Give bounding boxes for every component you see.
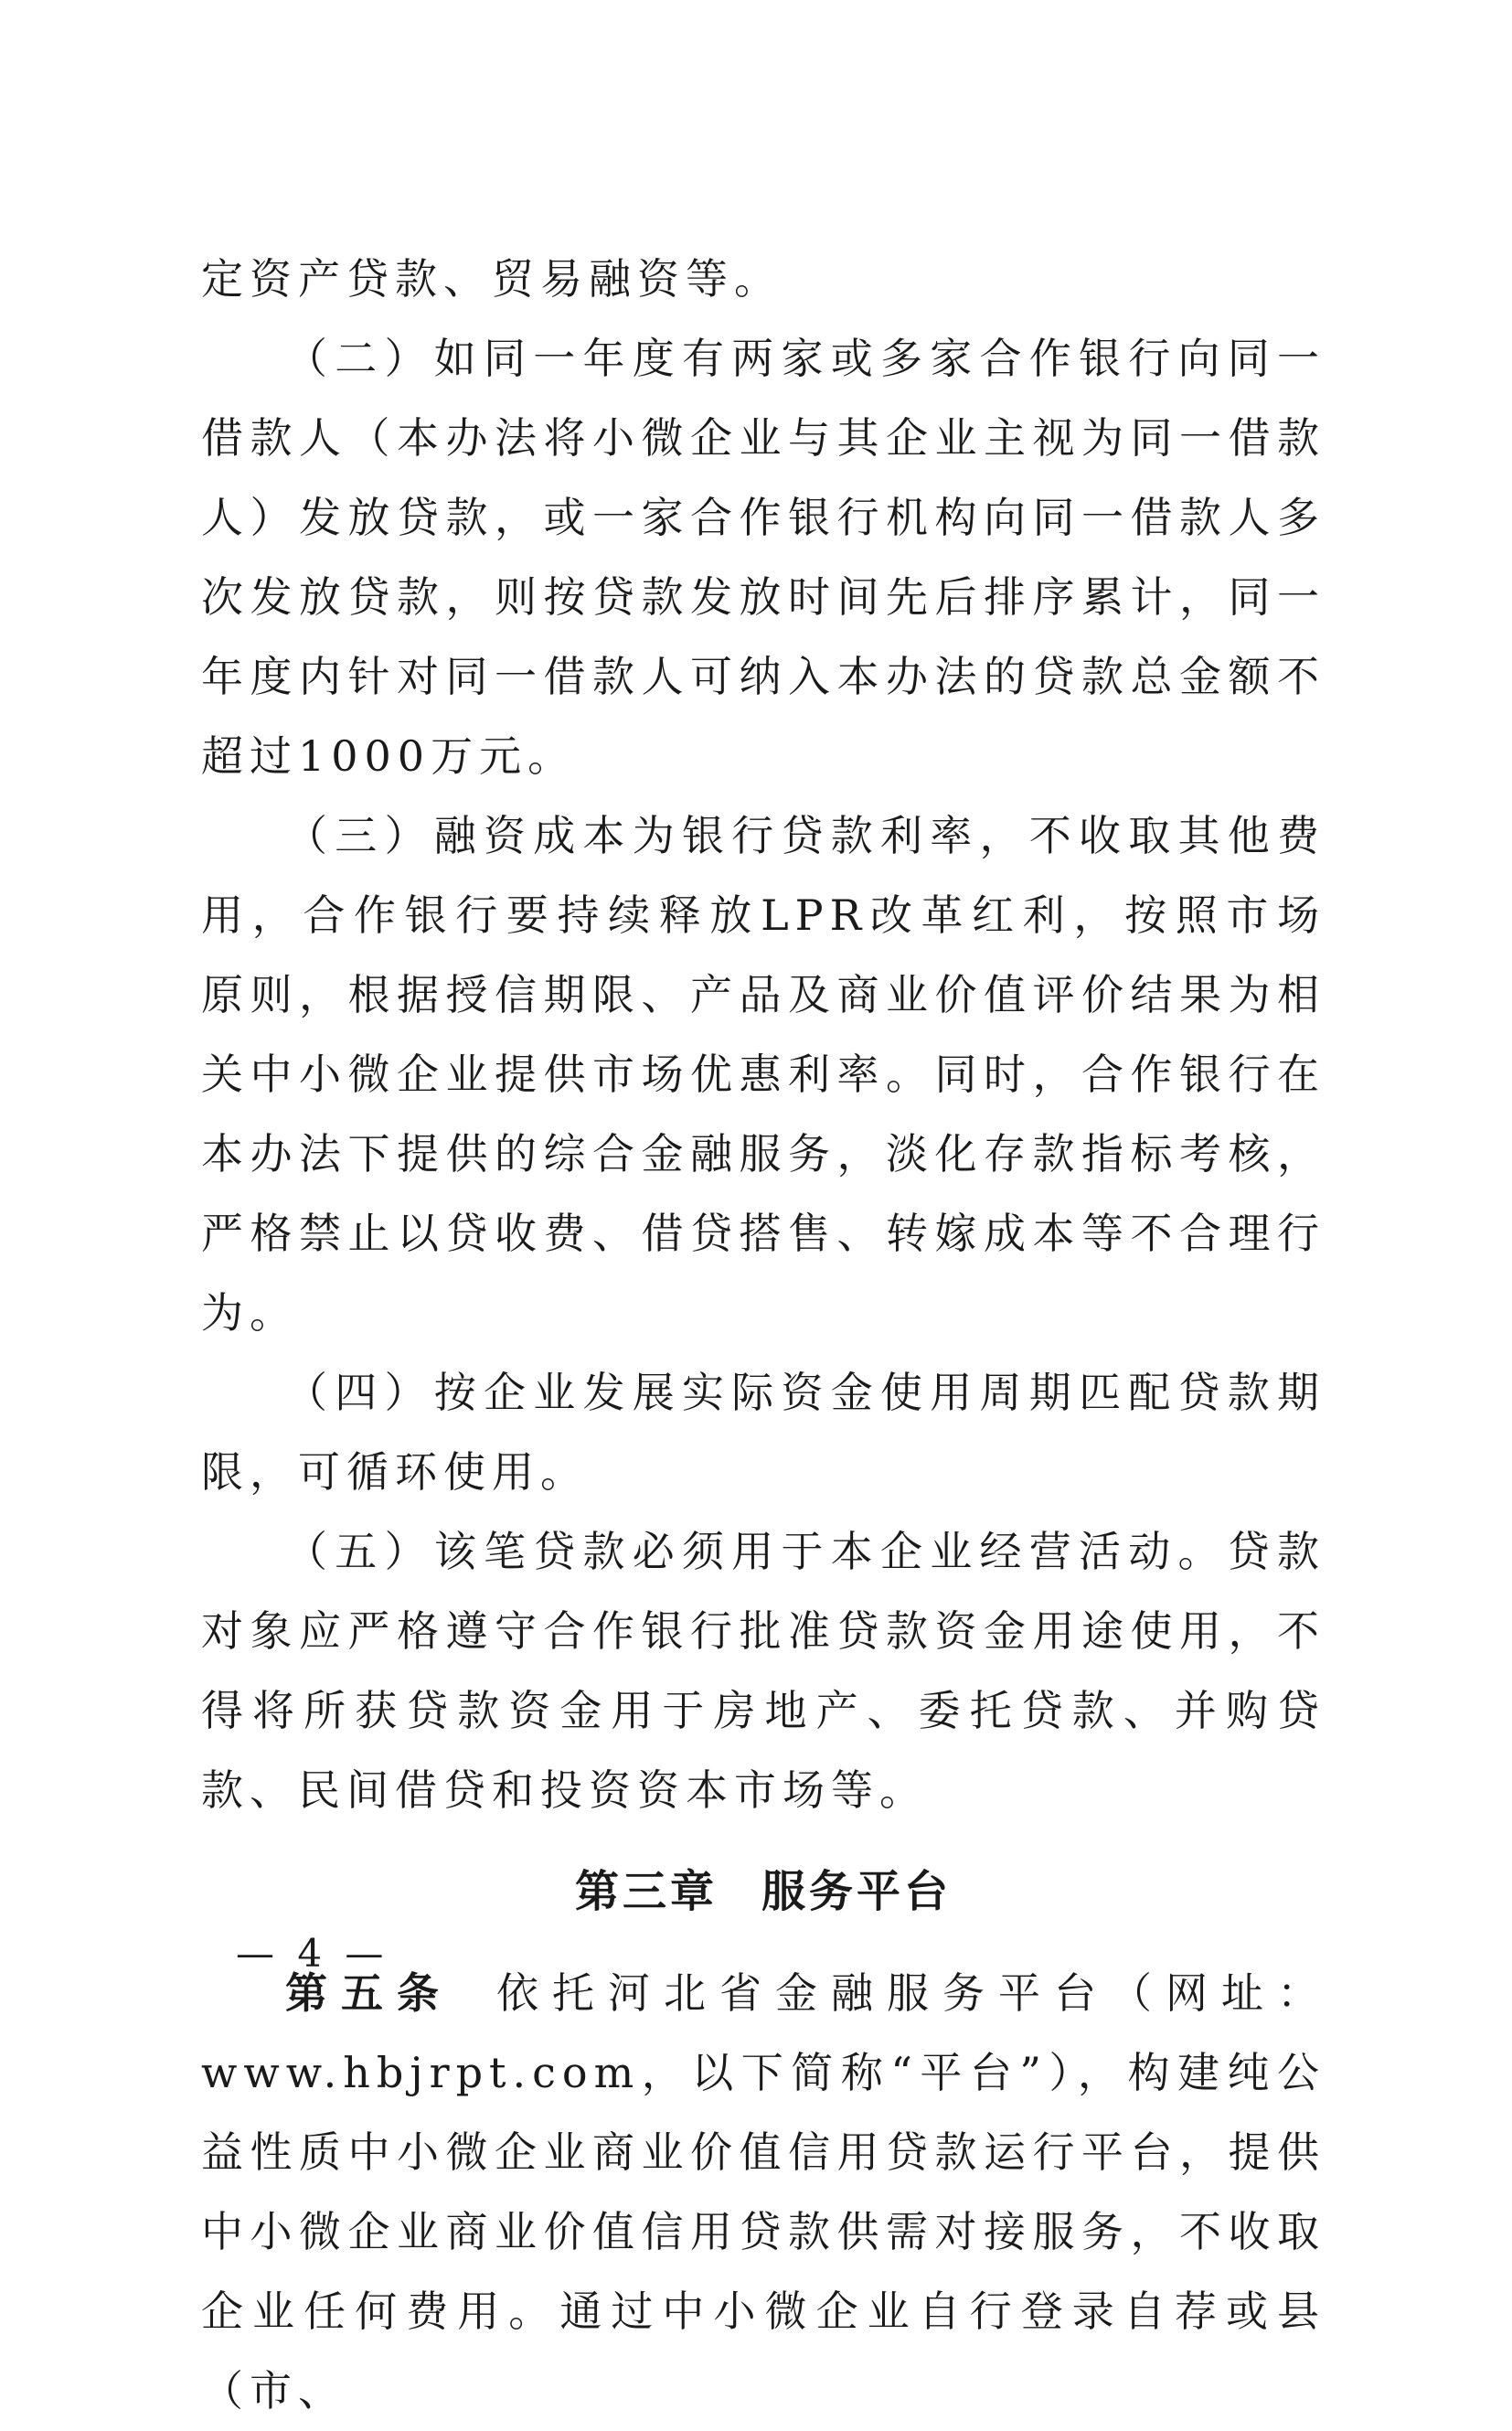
article-label: 第五条 xyxy=(285,1968,453,2018)
chapter-number: 第三章 xyxy=(574,1866,718,1917)
article-text: 依托河北省金融服务平台（网址：www.hbjrpt.com，以下简称“平台”），构建纯公益性质中小微企业商业价值信用贷款运行平台，提供中小微企业商业价值信用贷款供需对接服务，不收取企业任何费用。通过中小微企业自行登录自荐或县（市、 xyxy=(201,1968,1326,2415)
document-body xyxy=(201,240,1326,2431)
paragraph-item-4: （四）按企业发展实际资金使用周期匹配贷款期限，可循环使用。 xyxy=(201,1368,1326,1497)
paragraph-item-3: （三）融资成本为银行贷款利率，不收取其他费用，合作银行要持续释放LPR改革红利，按照市场原则，根据授信期限、产品及商业价值评价结果为相关中小微企业提供市场优惠利率。同时，合作银行在本办法下提供的综合金融服务，淡化存款指标考核，严格禁止以贷收费、借贷搭售、转嫁成本等不合理行为。 xyxy=(201,811,1326,1338)
paragraph-continuation: 定资产贷款、贸易融资等。 xyxy=(201,254,783,304)
chapter-title: 服务平台 xyxy=(761,1866,953,1917)
paragraph-item-2: （二）如同一年度有两家或多家合作银行向同一借款人（本办法将小微企业与其企业主视为同一借款人）发放贷款，或一家合作银行机构向同一借款人多次发放贷款，则按贷款发放时间先后排序累计，同一年度内针对同一借款人可纳入本办法的贷款总金额不超过1000万元。 xyxy=(201,334,1326,781)
chapter-heading xyxy=(201,1852,1326,1932)
paragraph-item-5: （五）该笔贷款必须用于本企业经营活动。贷款对象应严格遵守合作银行批准贷款资金用途使用，不得将所获贷款资金用于房地产、委托贷款、并购贷款、民间借贷和投资资本市场等。 xyxy=(201,1527,1326,1815)
page-number: — 4 — xyxy=(236,1931,389,1976)
article-paragraph xyxy=(201,1954,1326,2431)
